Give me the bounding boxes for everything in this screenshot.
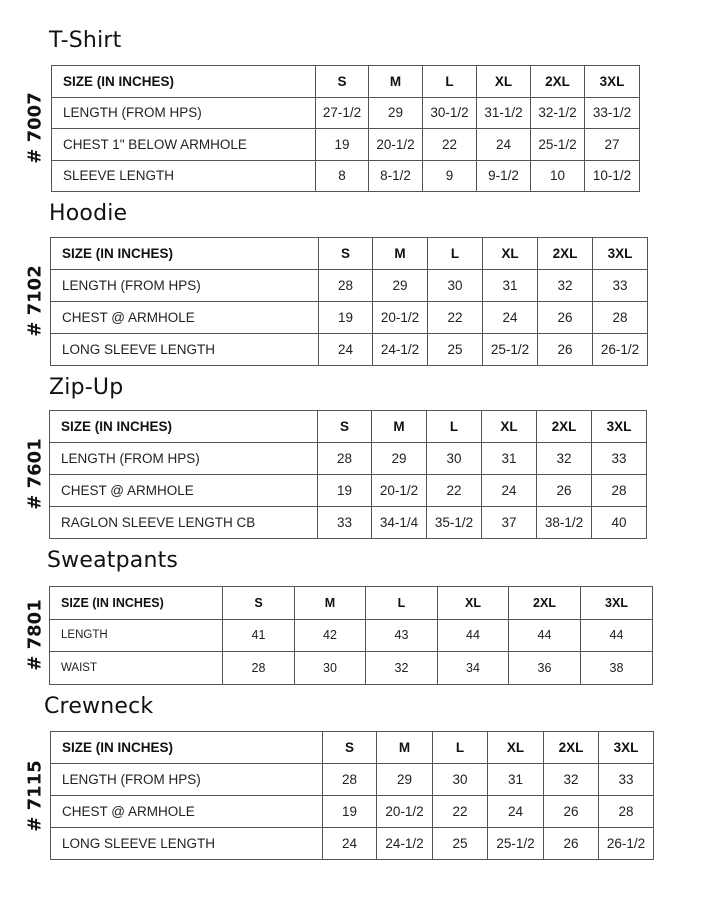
table-header-row xyxy=(51,732,654,764)
measurement-value-cell: 41 xyxy=(223,619,295,652)
measurement-value-cell: 10-1/2 xyxy=(585,160,640,192)
header-size-cell: 3XL xyxy=(599,732,654,764)
table-row xyxy=(51,302,648,334)
section-title-crewneck: Crewneck xyxy=(44,694,154,719)
measurement-label-cell: LENGTH xyxy=(50,619,223,652)
measurement-value-cell: 22 xyxy=(427,475,482,507)
header-size-cell: 2XL xyxy=(509,587,581,620)
measurement-value-cell: 20-1/2 xyxy=(377,796,433,828)
measurement-value-cell: 24 xyxy=(477,129,531,161)
header-size-cell: M xyxy=(369,66,423,98)
header-label-cell: SIZE (IN INCHES) xyxy=(51,732,323,764)
header-size-cell: M xyxy=(373,238,428,270)
measurement-value-cell: 28 xyxy=(592,475,647,507)
header-size-cell: 3XL xyxy=(593,238,648,270)
measurement-label-cell: RAGLON SLEEVE LENGTH CB xyxy=(50,507,318,539)
header-size-cell: XL xyxy=(477,66,531,98)
size-table-crewneck xyxy=(50,731,654,860)
header-size-cell: 2XL xyxy=(531,66,585,98)
header-label-cell: SIZE (IN INCHES) xyxy=(52,66,316,98)
table-row xyxy=(51,270,648,302)
measurement-value-cell: 22 xyxy=(423,129,477,161)
measurement-value-cell: 25-1/2 xyxy=(531,129,585,161)
measurement-value-cell: 28 xyxy=(593,302,648,334)
measurement-value-cell: 36 xyxy=(509,652,581,685)
measurement-value-cell: 10 xyxy=(531,160,585,192)
measurement-value-cell: 27 xyxy=(585,129,640,161)
measurement-value-cell: 30-1/2 xyxy=(423,97,477,129)
measurement-value-cell: 26 xyxy=(544,796,599,828)
table-header-row xyxy=(50,587,653,620)
table-row xyxy=(52,97,640,129)
measurement-value-cell: 20-1/2 xyxy=(372,475,427,507)
header-size-cell: S xyxy=(223,587,295,620)
measurement-value-cell: 32 xyxy=(537,443,592,475)
measurement-label-cell: LONG SLEEVE LENGTH xyxy=(51,828,323,860)
header-label-cell: SIZE (IN INCHES) xyxy=(50,411,318,443)
measurement-value-cell: 28 xyxy=(323,764,377,796)
measurement-label-cell: LONG SLEEVE LENGTH xyxy=(51,334,319,366)
header-size-cell: 3XL xyxy=(592,411,647,443)
measurement-value-cell: 26 xyxy=(544,828,599,860)
measurement-value-cell: 26 xyxy=(537,475,592,507)
measurement-value-cell: 33 xyxy=(599,764,654,796)
measurement-value-cell: 25-1/2 xyxy=(483,334,538,366)
measurement-value-cell: 30 xyxy=(295,652,366,685)
header-size-cell: S xyxy=(323,732,377,764)
measurement-value-cell: 38 xyxy=(581,652,653,685)
measurement-value-cell: 19 xyxy=(318,475,372,507)
measurement-value-cell: 31 xyxy=(482,443,537,475)
table-row xyxy=(52,160,640,192)
header-size-cell: S xyxy=(316,66,369,98)
measurement-value-cell: 26-1/2 xyxy=(599,828,654,860)
measurement-label-cell: SLEEVE LENGTH xyxy=(52,160,316,192)
measurement-value-cell: 34-1/4 xyxy=(372,507,427,539)
measurement-label-cell: CHEST @ ARMHOLE xyxy=(51,302,319,334)
header-size-cell: L xyxy=(366,587,438,620)
measurement-value-cell: 27-1/2 xyxy=(316,97,369,129)
measurement-label-cell: CHEST @ ARMHOLE xyxy=(50,475,318,507)
size-table-hoodie xyxy=(50,237,648,366)
measurement-value-cell: 33 xyxy=(318,507,372,539)
measurement-value-cell: 32 xyxy=(544,764,599,796)
header-size-cell: 3XL xyxy=(585,66,640,98)
measurement-value-cell: 38-1/2 xyxy=(537,507,592,539)
measurement-value-cell: 25-1/2 xyxy=(488,828,544,860)
section-title-sweatpants: Sweatpants xyxy=(47,548,179,573)
table-row xyxy=(50,619,653,652)
measurement-label-cell: LENGTH (FROM HPS) xyxy=(52,97,316,129)
size-table-tshirt xyxy=(51,65,640,192)
measurement-value-cell: 22 xyxy=(433,796,488,828)
table-row xyxy=(51,764,654,796)
measurement-value-cell: 24 xyxy=(488,796,544,828)
measurement-value-cell: 28 xyxy=(318,443,372,475)
measurement-label-cell: WAIST xyxy=(50,652,223,685)
measurement-value-cell: 9 xyxy=(423,160,477,192)
header-label-cell: SIZE (IN INCHES) xyxy=(50,587,223,620)
measurement-label-cell: LENGTH (FROM HPS) xyxy=(51,764,323,796)
header-label-cell: SIZE (IN INCHES) xyxy=(51,238,319,270)
measurement-value-cell: 42 xyxy=(295,619,366,652)
measurement-label-cell: CHEST 1" BELOW ARMHOLE xyxy=(52,129,316,161)
measurement-value-cell: 44 xyxy=(438,619,509,652)
table-row xyxy=(51,796,654,828)
measurement-value-cell: 28 xyxy=(319,270,373,302)
measurement-value-cell: 31 xyxy=(483,270,538,302)
measurement-value-cell: 20-1/2 xyxy=(369,129,423,161)
measurement-label-cell: LENGTH (FROM HPS) xyxy=(50,443,318,475)
header-size-cell: XL xyxy=(482,411,537,443)
measurement-value-cell: 26-1/2 xyxy=(593,334,648,366)
measurement-value-cell: 24 xyxy=(482,475,537,507)
measurement-value-cell: 26 xyxy=(538,302,593,334)
measurement-value-cell: 29 xyxy=(373,270,428,302)
measurement-value-cell: 34 xyxy=(438,652,509,685)
section-title-zipup: Zip-Up xyxy=(49,375,124,400)
measurement-value-cell: 37 xyxy=(482,507,537,539)
measurement-value-cell: 19 xyxy=(316,129,369,161)
measurement-value-cell: 25 xyxy=(428,334,483,366)
header-size-cell: S xyxy=(319,238,373,270)
measurement-value-cell: 25 xyxy=(433,828,488,860)
measurement-value-cell: 24-1/2 xyxy=(373,334,428,366)
header-size-cell: L xyxy=(428,238,483,270)
header-size-cell: 2XL xyxy=(537,411,592,443)
table-header-row xyxy=(51,238,648,270)
measurement-value-cell: 44 xyxy=(581,619,653,652)
measurement-value-cell: 44 xyxy=(509,619,581,652)
measurement-value-cell: 26 xyxy=(538,334,593,366)
section-title-tshirt: T-Shirt xyxy=(49,28,122,53)
header-size-cell: L xyxy=(427,411,482,443)
table-header-row xyxy=(50,411,647,443)
measurement-value-cell: 29 xyxy=(372,443,427,475)
header-size-cell: 2XL xyxy=(544,732,599,764)
measurement-value-cell: 24 xyxy=(483,302,538,334)
measurement-value-cell: 8 xyxy=(316,160,369,192)
header-size-cell: XL xyxy=(438,587,509,620)
table-row xyxy=(51,828,654,860)
table-row xyxy=(52,129,640,161)
table-row xyxy=(51,334,648,366)
table-row xyxy=(50,443,647,475)
header-size-cell: XL xyxy=(483,238,538,270)
measurement-value-cell: 43 xyxy=(366,619,438,652)
measurement-value-cell: 32 xyxy=(366,652,438,685)
measurement-value-cell: 29 xyxy=(369,97,423,129)
measurement-value-cell: 40 xyxy=(592,507,647,539)
table-row xyxy=(50,507,647,539)
header-size-cell: M xyxy=(377,732,433,764)
measurement-value-cell: 31-1/2 xyxy=(477,97,531,129)
measurement-value-cell: 32 xyxy=(538,270,593,302)
size-table-sweatpants xyxy=(49,586,653,685)
header-size-cell: L xyxy=(433,732,488,764)
measurement-value-cell: 33 xyxy=(593,270,648,302)
section-title-hoodie: Hoodie xyxy=(49,201,128,226)
measurement-value-cell: 9-1/2 xyxy=(477,160,531,192)
measurement-value-cell: 31 xyxy=(488,764,544,796)
measurement-value-cell: 22 xyxy=(428,302,483,334)
header-size-cell: S xyxy=(318,411,372,443)
measurement-value-cell: 30 xyxy=(428,270,483,302)
measurement-value-cell: 24-1/2 xyxy=(377,828,433,860)
measurement-value-cell: 24 xyxy=(323,828,377,860)
header-size-cell: 2XL xyxy=(538,238,593,270)
measurement-label-cell: CHEST @ ARMHOLE xyxy=(51,796,323,828)
measurement-value-cell: 28 xyxy=(599,796,654,828)
measurement-value-cell: 24 xyxy=(319,334,373,366)
size-table-zipup xyxy=(49,410,647,539)
measurement-value-cell: 29 xyxy=(377,764,433,796)
measurement-value-cell: 19 xyxy=(319,302,373,334)
measurement-label-cell: LENGTH (FROM HPS) xyxy=(51,270,319,302)
header-size-cell: M xyxy=(372,411,427,443)
measurement-value-cell: 28 xyxy=(223,652,295,685)
table-row xyxy=(50,652,653,685)
measurement-value-cell: 20-1/2 xyxy=(373,302,428,334)
measurement-value-cell: 8-1/2 xyxy=(369,160,423,192)
table-header-row xyxy=(52,66,640,98)
measurement-value-cell: 32-1/2 xyxy=(531,97,585,129)
header-size-cell: XL xyxy=(488,732,544,764)
header-size-cell: M xyxy=(295,587,366,620)
table-row xyxy=(50,475,647,507)
measurement-value-cell: 30 xyxy=(433,764,488,796)
measurement-value-cell: 30 xyxy=(427,443,482,475)
header-size-cell: 3XL xyxy=(581,587,653,620)
measurement-value-cell: 33-1/2 xyxy=(585,97,640,129)
measurement-value-cell: 33 xyxy=(592,443,647,475)
measurement-value-cell: 35-1/2 xyxy=(427,507,482,539)
measurement-value-cell: 19 xyxy=(323,796,377,828)
header-size-cell: L xyxy=(423,66,477,98)
